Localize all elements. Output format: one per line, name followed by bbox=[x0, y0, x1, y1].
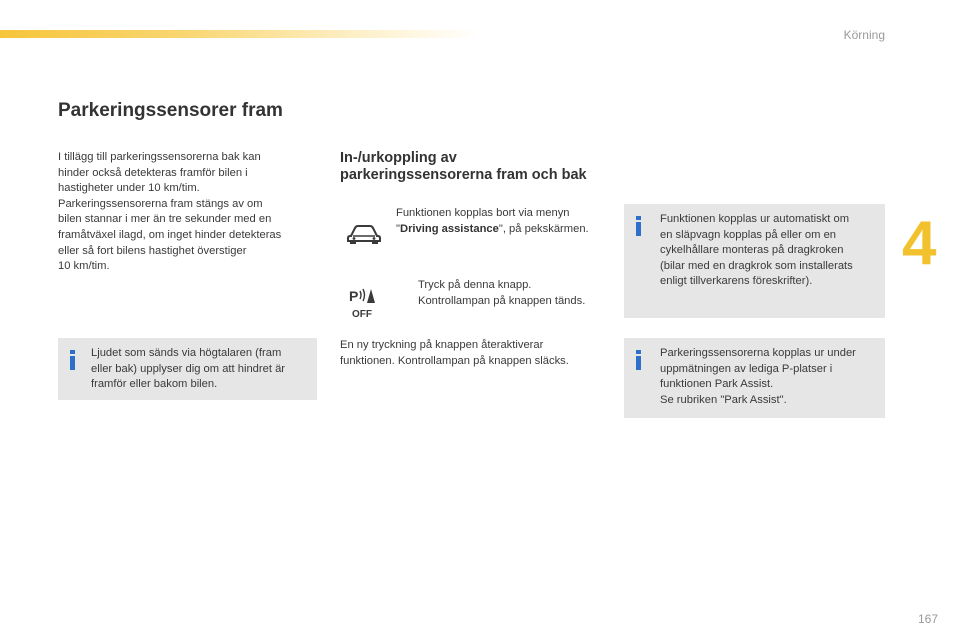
reactivate-line: En ny tryckning på knappen återaktiverar bbox=[340, 339, 544, 351]
reactivate-paragraph bbox=[340, 338, 600, 369]
step-line: Tryck på denna knapp. bbox=[418, 279, 532, 291]
note-line: Parkeringssensorerna kopplas ur under bbox=[660, 347, 856, 359]
info-note-sound bbox=[58, 338, 317, 400]
reactivate-line: funktionen. Kontrollampan på knappen släcks. bbox=[340, 354, 569, 367]
note-line: enligt tillverkarens föreskrifter). bbox=[660, 275, 813, 288]
park-sensor-off-button-icon bbox=[346, 286, 380, 320]
intro-line: hinder också detekteras framför bilen i bbox=[58, 166, 248, 179]
menu-name: Driving assistance bbox=[399, 222, 499, 235]
note-line: en släpvagn kopplas på eller om en bbox=[660, 228, 837, 241]
intro-line: bilen stannar i mer än tre sekunder med en bbox=[58, 213, 272, 226]
intro-line: framåtväxel ilagd, om inget hinder detekteras bbox=[58, 228, 282, 241]
chapter-color-bar bbox=[0, 30, 480, 38]
intro-line: I tillägg till parkeringssensorerna bak kan bbox=[58, 151, 261, 163]
intro-line: eller så fort bilens hastighet överstiger bbox=[58, 244, 247, 257]
info-note-trailer bbox=[624, 204, 885, 318]
note-line: uppmätningen av lediga P-platser i bbox=[660, 362, 833, 375]
chapter-label: Körning bbox=[843, 28, 885, 42]
note-line: eller bak) upplyser dig om att hindret är bbox=[91, 362, 286, 375]
note-line: Se rubriken "Park Assist". bbox=[660, 393, 787, 406]
intro-paragraph bbox=[58, 150, 308, 275]
note-line: Funktionen kopplas ur automatiskt om bbox=[660, 213, 850, 225]
info-icon bbox=[636, 216, 642, 236]
step-line: Kontrollampan på knappen tänds. bbox=[418, 294, 586, 307]
note-line: cykelhållare monteras på dragkroken bbox=[660, 244, 844, 257]
note-line: Ljudet som sänds via högtalaren (fram bbox=[91, 347, 282, 359]
note-line: (bilar med en dragkrok som installerats bbox=[660, 259, 853, 272]
info-icon bbox=[70, 350, 76, 370]
menu-description: Funktionen kopplas bort via menyn "Driving assistance", på pekskärmen. bbox=[396, 207, 589, 235]
chapter-number: 4 bbox=[902, 209, 937, 278]
svg-text:P: P bbox=[349, 288, 359, 304]
park-sensor-icon bbox=[346, 286, 380, 306]
intro-line: 10 km/tim. bbox=[58, 260, 110, 273]
car-driving-assistance-icon bbox=[346, 222, 382, 246]
intro-line: Parkeringssensorerna fram stängs av om bbox=[58, 197, 263, 210]
info-icon bbox=[636, 350, 642, 370]
info-note-park-assist bbox=[624, 338, 885, 418]
page-number: 167 bbox=[917, 612, 938, 626]
note-line: funktionen Park Assist. bbox=[660, 378, 774, 391]
note-line: framför eller bakom bilen. bbox=[91, 378, 218, 391]
intro-line: hastigheter under 10 km/tim. bbox=[58, 182, 200, 195]
section-heading: In-/urkoppling av parkeringssensorerna fram och bak bbox=[340, 150, 587, 183]
page-title: Parkeringssensorer fram bbox=[58, 100, 283, 121]
off-label: OFF bbox=[352, 309, 372, 320]
